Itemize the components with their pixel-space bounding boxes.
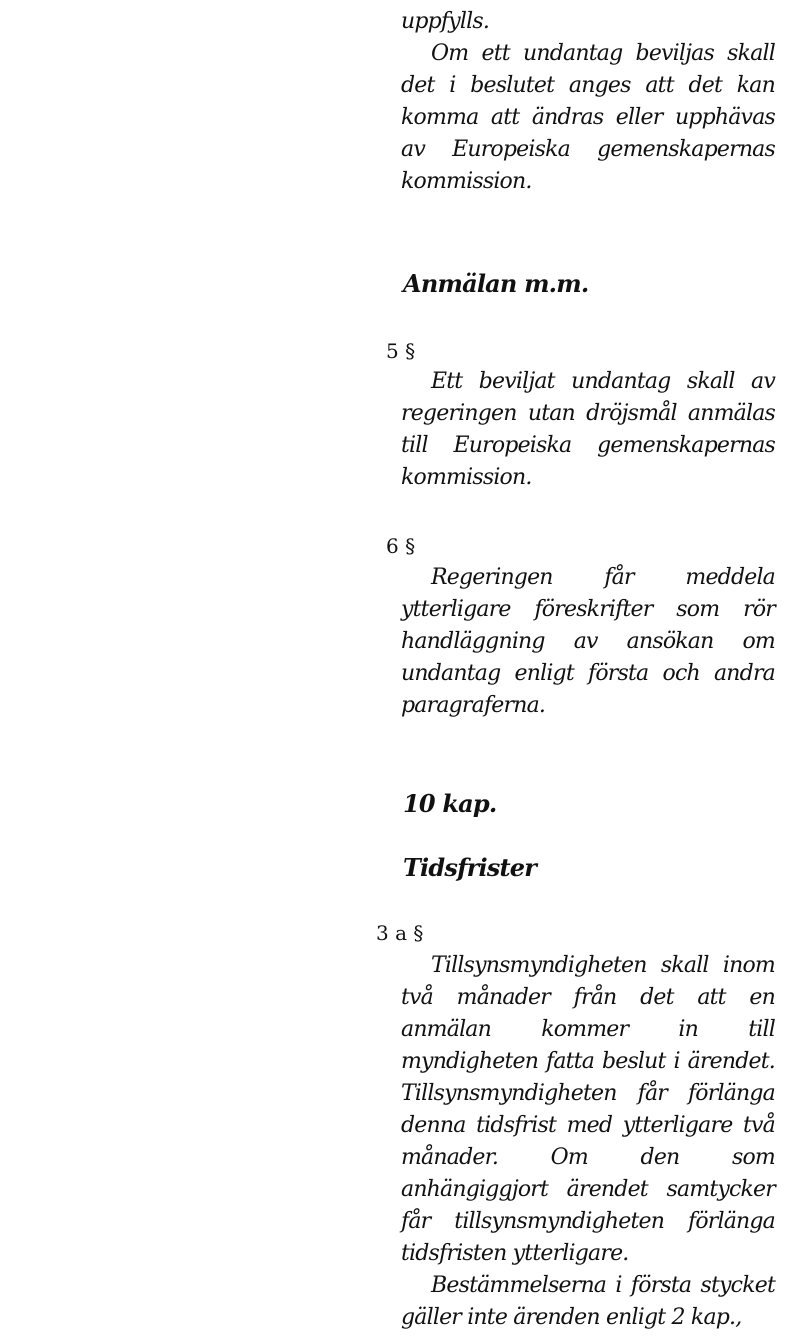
paragraph-3a xyxy=(401,950,775,1334)
paragraph-3a-text-2: Bestämmelserna i första stycket gäller inte ärenden enligt 2 kap., xyxy=(401,1273,775,1330)
paragraph-5 xyxy=(401,366,775,494)
exemption-paragraph: Om ett undantag beviljas skall det i beslutet anges att det kan komma att ändras eller upphävas av Europeiska gemenskapernas kommission. xyxy=(401,41,775,194)
paragraph-6 xyxy=(401,562,775,722)
paragraph-number-3a: 3 a § xyxy=(376,921,424,945)
fragment-line: uppfylls. xyxy=(401,9,490,34)
top-fragment xyxy=(401,6,775,198)
paragraph-number-5: 5 § xyxy=(386,339,416,363)
paragraph-5-text: Ett beviljat undantag skall av regeringen utan dröjsmål anmälas till Europeiska gemenskapernas kommission. xyxy=(401,369,775,490)
chapter-subheading: Tidsfrister xyxy=(403,853,537,882)
paragraph-number-6: 6 § xyxy=(386,534,416,558)
chapter-heading: 10 kap. xyxy=(403,789,497,818)
paragraph-6-text: Regeringen får meddela ytterligare föreskrifter som rör handläggning av ansökan om undantag enligt första och andra paragraferna. xyxy=(401,565,775,718)
paragraph-3a-text-1: Tillsynsmyndigheten skall inom två månader från det att en anmälan kommer in till myndigheten fatta beslut i ärendet. Tillsynsmyndigheten får förlänga denna tidsfrist med ytterligare två månader. Om den som anhängiggjort ärendet samtycker får tillsynsmyndigheten förlänga tidsfristen ytterligare. xyxy=(401,953,775,1266)
section-heading-notification: Anmälan m.m. xyxy=(403,269,589,298)
